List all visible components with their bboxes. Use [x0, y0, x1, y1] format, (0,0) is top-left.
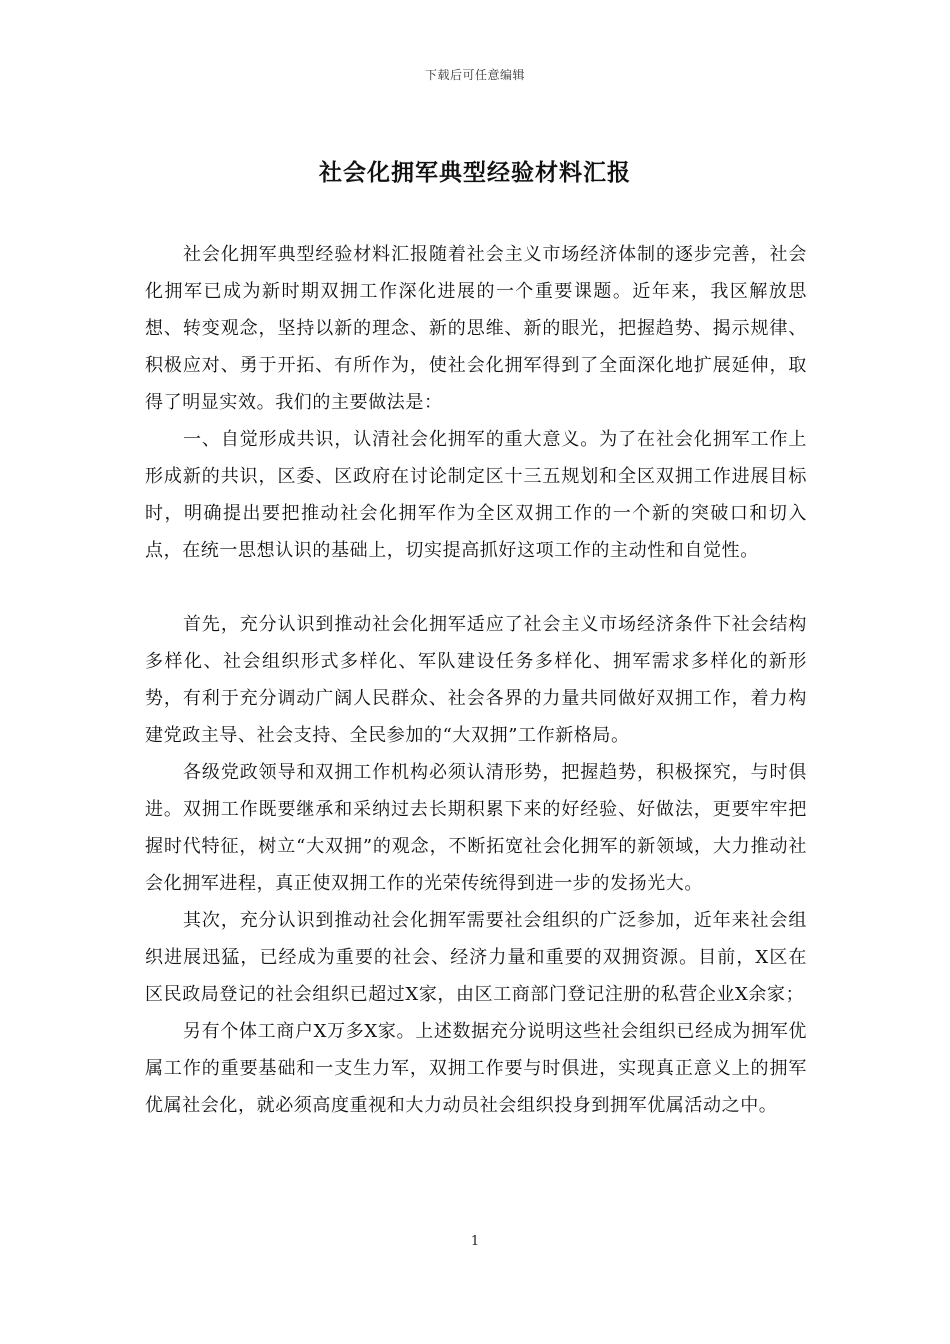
- header-note: 下载后可任意编辑: [424, 68, 525, 82]
- paragraph-first-point: 首先，充分认识到推动社会化拥军适应了社会主义市场经济条件下社会结构多样化、社会组织形式多样化、军队建设任务多样化、拥军需求多样化的新形势，有利于充分调动广阔人民群众、社会各界的力量共同做好双拥工作，着力构建党政主导、社会支持、全民参加的“大双拥”工作新格局。: [145, 614, 807, 746]
- paragraph-individual-businesses: 另有个体工商户X万多X家。上述数据充分说明这些社会组织已经成为拥军优属工作的重要基础和一支生力军，双拥工作要与时俱进，实现真正意义上的拥军优属社会化，就必须高度重视和大力动员社会组织投身到拥军优属活动之中。: [145, 1021, 807, 1116]
- paragraph-section-one: 一、自觉形成共识，认清社会化拥军的重大意义。为了在社会化拥军工作上形成新的共识，区委、区政府在讨论制定区十三五规划和全区双拥工作进展目标时，明确提出要把推动社会化拥军作为全区双拥工作的一个新的突破口和切入点，在统一思想认识的基础上，切实提高抓好这项工作的主动性和自觉性。: [145, 429, 807, 561]
- page-number: 1: [470, 1234, 480, 1249]
- paragraph-leadership: 各级党政领导和双拥工作机构必须认清形势，把握趋势，积极探究，与时俱进。双拥工作既要继承和采纳过去长期积累下来的好经验、好做法，更要牢牢把握时代特征，树立“大双拥”的观念，不断拓宽社会化拥军的新领域，大力推动社会化拥军进程，真正使双拥工作的光荣传统得到进一步的发扬光大。: [145, 762, 807, 894]
- document-title: 社会化拥军典型经验材料汇报: [319, 160, 631, 186]
- paragraph-intro: 社会化拥军典型经验材料汇报随着社会主义市场经济体制的逐步完善，社会化拥军已成为新时期双拥工作深化进展的一个重要课题。近年来，我区解放思想、转变观念，坚持以新的理念、新的思维、新的眼光，把握趋势、揭示规律、积极应对、勇于开拓、有所作为，使社会化拥军得到了全面深化地扩展延伸，取得了明显实效。我们的主要做法是：: [145, 244, 807, 413]
- document-body: [145, 236, 807, 1124]
- paragraph-second-point: 其次，充分认识到推动社会化拥军需要社会组织的广泛参加，近年来社会组织进展迅猛，已经成为重要的社会、经济力量和重要的双拥资源。目前，X区在区民政局登记的社会组织已超过X家，由区工商部门登记注册的私营企业X余家；: [145, 910, 807, 1005]
